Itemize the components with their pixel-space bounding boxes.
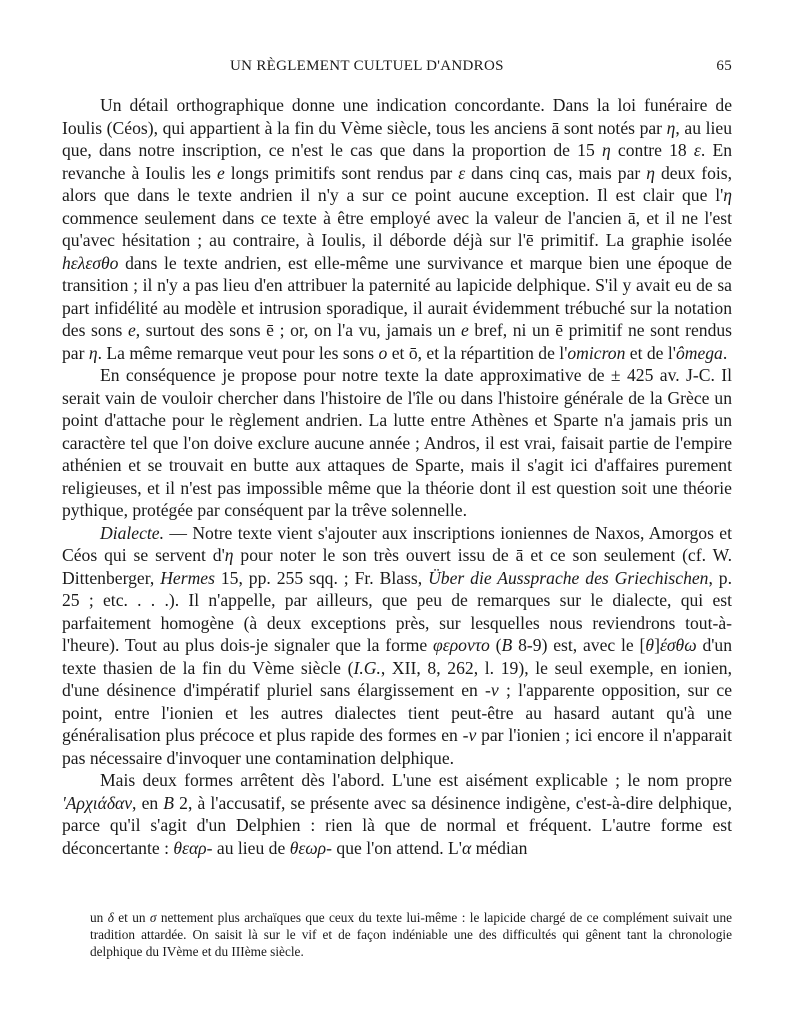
footnote-text: un δ et un σ nettement plus archaïques que ceux du texte lui-même : le lapicide chargé de ce complément suivait une tradition attardée. On saisit là sur le vif et de façon indéniable une des difficultés qui gênent tant la chronologie delphique du IVème et du IIIème siècle. xyxy=(90,910,732,959)
paragraph-dating: En conséquence je propose pour notre texte la date approximative de ± 425 av. J-C. Il serait vain de vouloir chercher dans l'histoire de l'île ou dans l'histoire générale de la Grèce un point d'attache pour le règlement andrien. La lutte entre Athènes et Sparte n'a jamais pris un caractère tel que l'on doive exclure aucune année ; Andros, il est vrai, faisait partie de l'empire athénien et se trouvait en butte aux attaques de Sparte, mais il s'agit ici d'affaires purement religieuses, et il n'est pas impossible même que la théorie dont il est question soit une théorie pythique, protégée par conséquent par la trêve solennelle. xyxy=(62,365,732,520)
running-title: UN RÈGLEMENT CULTUEL D'ANDROS xyxy=(230,58,504,74)
section-heading-dialecte: Dialecte. xyxy=(100,522,164,543)
footnote xyxy=(90,909,732,960)
body-text xyxy=(62,94,732,859)
paragraph-dialect: Dialecte. — Notre texte vient s'ajouter aux inscriptions ioniennes de Naxos, Amorgos et Céos qui se servent d'η pour noter le son très ouvert issu de ā et ce son seulement (cf. W. Dittenberger, Hermes 15, pp. 255 sqq. ; Fr. Blass, Über die Aussprache des Griechischen, p. 25 ; etc. . . .). Il n'appelle, par ailleurs, que peu de remarques sur le dialecte, qui est parfaitement homogène (à deux exceptions près, sur lesquelles nous reviendrons tout-à-l'heure). Tout au plus dois-je signaler que la forme φερoντo (B 8-9) est, avec le [θ]έσθω d'un texte thasien de la fin du Vème siècle (I.G., XII, 8, 262, l. 19), le seul exemple, en ionien, d'une désinence d'impératif pluriel sans élargissement en -ν ; l'apparente opposition, sur ce point, entre l'ionien et les autres dialectes tient peut-être au hasard autant qu'à une généralisation plus précoce et plus rapide des formes en -ν par l'ionien ; ici encore il n'apparait pas nécessaire d'invoquer une contamination delphique. xyxy=(62,522,733,768)
page-number: 65 xyxy=(716,58,732,74)
running-header xyxy=(62,58,732,82)
paragraph-orthography: Un détail orthographique donne une indication concordante. Dans la loi funéraire de Ioulis (Céos), qui appartient à la fin du Vème siècle, tous les anciens ā sont notés par η, au lieu que, dans notre inscription, ce n'est le cas que dans la proportion de 15 η contre 18 ε. En revanche à Ioulis les e longs primitifs sont rendus par ε dans cinq cas, mais par η deux fois, alors que dans le texte andrien il n'y a sur ce point aucune exception. Il est clair que l'η commence seulement dans ce texte à être employé avec la valeur de l'ancien ā, et il ne l'est qu'avec hésitation ; au contraire, à Ioulis, il déborde déjà sur l'ē primitif. La graphie isolée hελεσθο dans le texte andrien, est elle-même une survivance et marque bien une époque de transition ; il n'y a pas lieu d'en attribuer la paternité au lapicide delphique. S'il y avait eu de sa part infidélité au modèle et intrusion sporadique, il aurait évidemment trébuché sur la notation des sons e, surtout des sons ē ; or, on l'a vu, jamais un e bref, ni un ē primitif ne sont rendus par η. La même remarque veut pour les sons o et ō, et la répartition de l'omicron et de l'ômega. xyxy=(62,95,733,363)
paragraph-forms: Mais deux formes arrêtent dès l'abord. L'une est aisément explicable ; le nom propre 'Aρχιάδαν, en B 2, à l'accusatif, se présente avec sa désinence indigène, c'est-à-dire delphique, parce qu'il s'agit d'un Delphien : rien là que de normal et fréquent. L'autre forme est déconcertante : θεαρ- au lieu de θεωρ- que l'on attend. L'α médian xyxy=(62,770,732,858)
